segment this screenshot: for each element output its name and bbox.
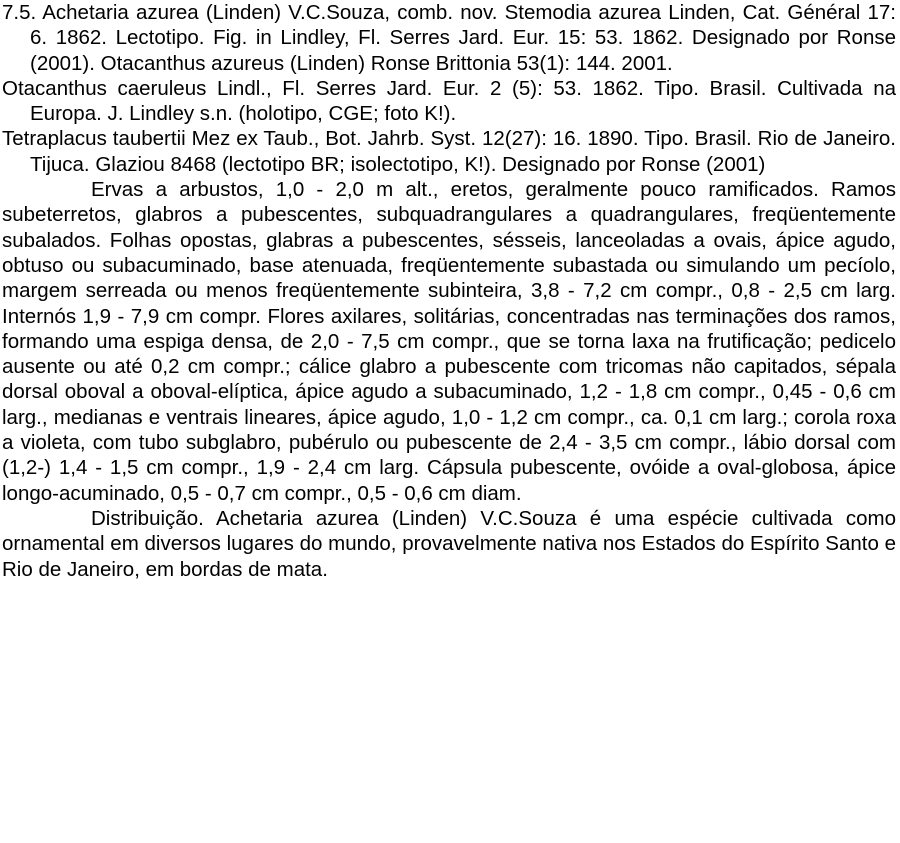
description-paragraph: Ervas a arbustos, 1,0 - 2,0 m alt., eretos, geralmente pouco ramificados. Ramos subeterretos, glabros a pubescentes, subquadrangulares a quadrangulares, freqüentemente subalados. Folhas opostas, glabras a pubescentes, sésseis, lanceoladas a ovais, ápice agudo, obtuso ou subacuminado, base atenuada, freqüentemente subastada ou simulando um pecíolo, margem serreada ou menos freqüentemente subinteira, 3,8 - 7,2 cm compr., 0,8 - 2,5 cm larg. Internós 1,9 - 7,9 cm compr. Flores axilares, solitárias, concentradas nas terminações dos ramos, formando uma espiga densa, de 2,0 - 7,5 cm compr., que se torna laxa na frutificação; pedicelo ausente ou até 0,2 cm compr.; cálice glabro a pubescente com tricomas não capitados, sépala dorsal oboval a oboval-elíptica, ápice agudo a subacuminado, 1,2 - 1,8 cm compr., 0,45 - 0,6 cm larg., medianas e ventrais lineares, ápice agudo, 1,0 - 1,2 cm compr., ca. 0,1 cm larg.; corola roxa a violeta, com tubo subglabro, pubérulo ou pubescente de 2,4 - 3,5 cm compr., lábio dorsal com (1,2-) 1,4 - 1,5 cm compr., 1,9 - 2,4 cm larg. Cápsula pubescente, ovóide a oval-globosa, ápice longo-acuminado, 0,5 - 0,7 cm compr., 0,5 - 0,6 cm diam. — [2, 178, 896, 505]
synonym-entry: Tetraplacus taubertii Mez ex Taub., Bot. Jahrb. Syst. 12(27): 16. 1890. Tipo. Brasil. Rio de Janeiro. Tijuca. Glaziou 8468 (lectotipo BR; isolectotipo, K!). Designado por Ronse (2001) — [2, 127, 896, 176]
document-page — [2, 0, 896, 582]
synonym-entry: Otacanthus caeruleus Lindl., Fl. Serres Jard. Eur. 2 (5): 53. 1862. Tipo. Brasil. Cultivada na Europa. J. Lindley s.n. (holotipo, CGE; foto K!). — [2, 76, 896, 126]
species-entry: 7.5. Achetaria azurea (Linden) V.C.Souza, comb. nov. Stemodia azurea Linden, Cat. Général 17: 6. 1862. Lectotipo. Fig. in Lindley, Fl. Serres Jard. Eur. 15: 53. 1862. Designado por Ronse (2001). Otacanthus azureus (Linden) Ronse Brittonia 53(1): 144. 2001. — [2, 1, 896, 75]
distribution-paragraph: Distribuição. Achetaria azurea (Linden) V.C.Souza é uma espécie cultivada como ornamental em diversos lugares do mundo, provavelmente nativa nos Estados do Espírito Santo e Rio de Janeiro, em bordas de mata. — [2, 506, 896, 581]
